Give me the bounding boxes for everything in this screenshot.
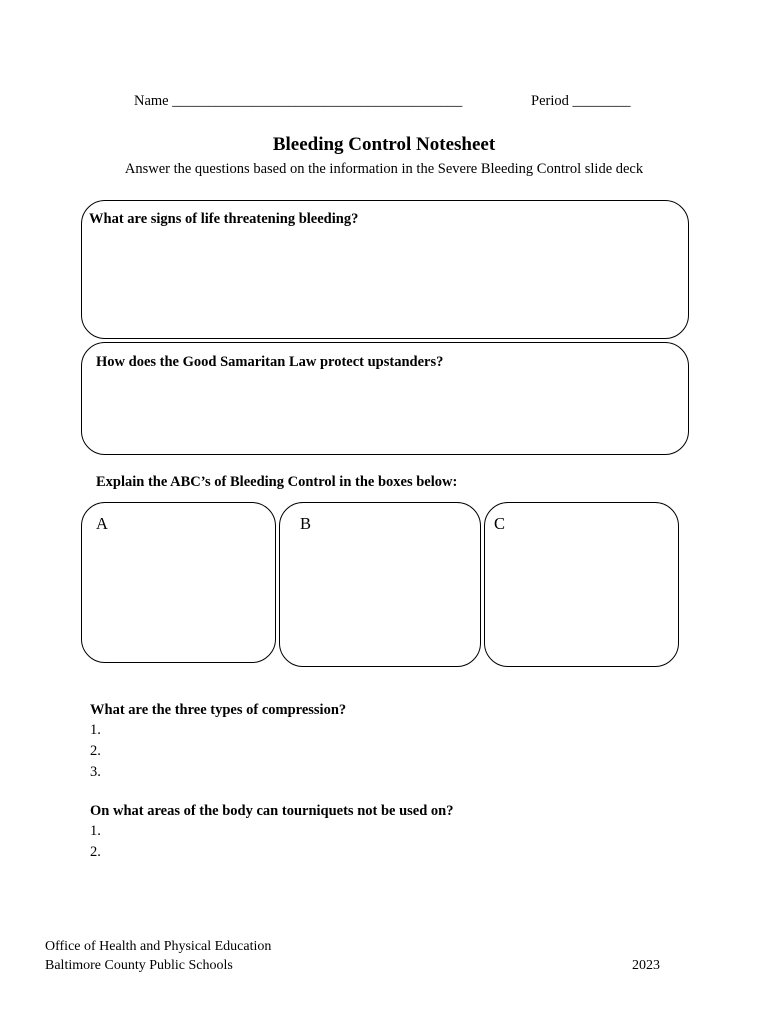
period-field[interactable]: Period ________ — [531, 93, 631, 109]
question-compression-types: What are the three types of compression? — [90, 702, 347, 718]
page-title: Bleeding Control Notesheet — [272, 134, 496, 155]
compression-item-2[interactable]: 2. — [90, 743, 101, 759]
name-field[interactable]: Name ________________________________________ — [134, 93, 463, 109]
abc-label-b: B — [300, 514, 312, 533]
abc-heading: Explain the ABC’s of Bleeding Control in the boxes below: — [96, 474, 458, 489]
question-tourniquet-areas: On what areas of the body can tourniquets not be used on? — [90, 803, 454, 819]
answer-box-a[interactable] — [81, 502, 276, 663]
tourniquet-item-1[interactable]: 1. — [90, 823, 101, 839]
abc-label-a: A — [96, 514, 108, 533]
question-good-samaritan: How does the Good Samaritan Law protect upstanders? — [96, 354, 444, 370]
footer-office: Office of Health and Physical Education — [45, 939, 272, 954]
abc-label-c: C — [494, 514, 506, 533]
question-signs-of-bleeding: What are signs of life threatening bleeding? — [89, 211, 359, 227]
footer-year: 2023 — [632, 958, 660, 973]
tourniquet-item-2[interactable]: 2. — [90, 844, 101, 860]
answer-box-c[interactable] — [484, 502, 679, 667]
footer-school-system: Baltimore County Public Schools — [45, 958, 233, 973]
page-subtitle: Answer the questions based on the information in the Severe Bleeding Control slide deck — [124, 161, 644, 177]
compression-item-3[interactable]: 3. — [90, 764, 101, 780]
compression-item-1[interactable]: 1. — [90, 722, 101, 738]
